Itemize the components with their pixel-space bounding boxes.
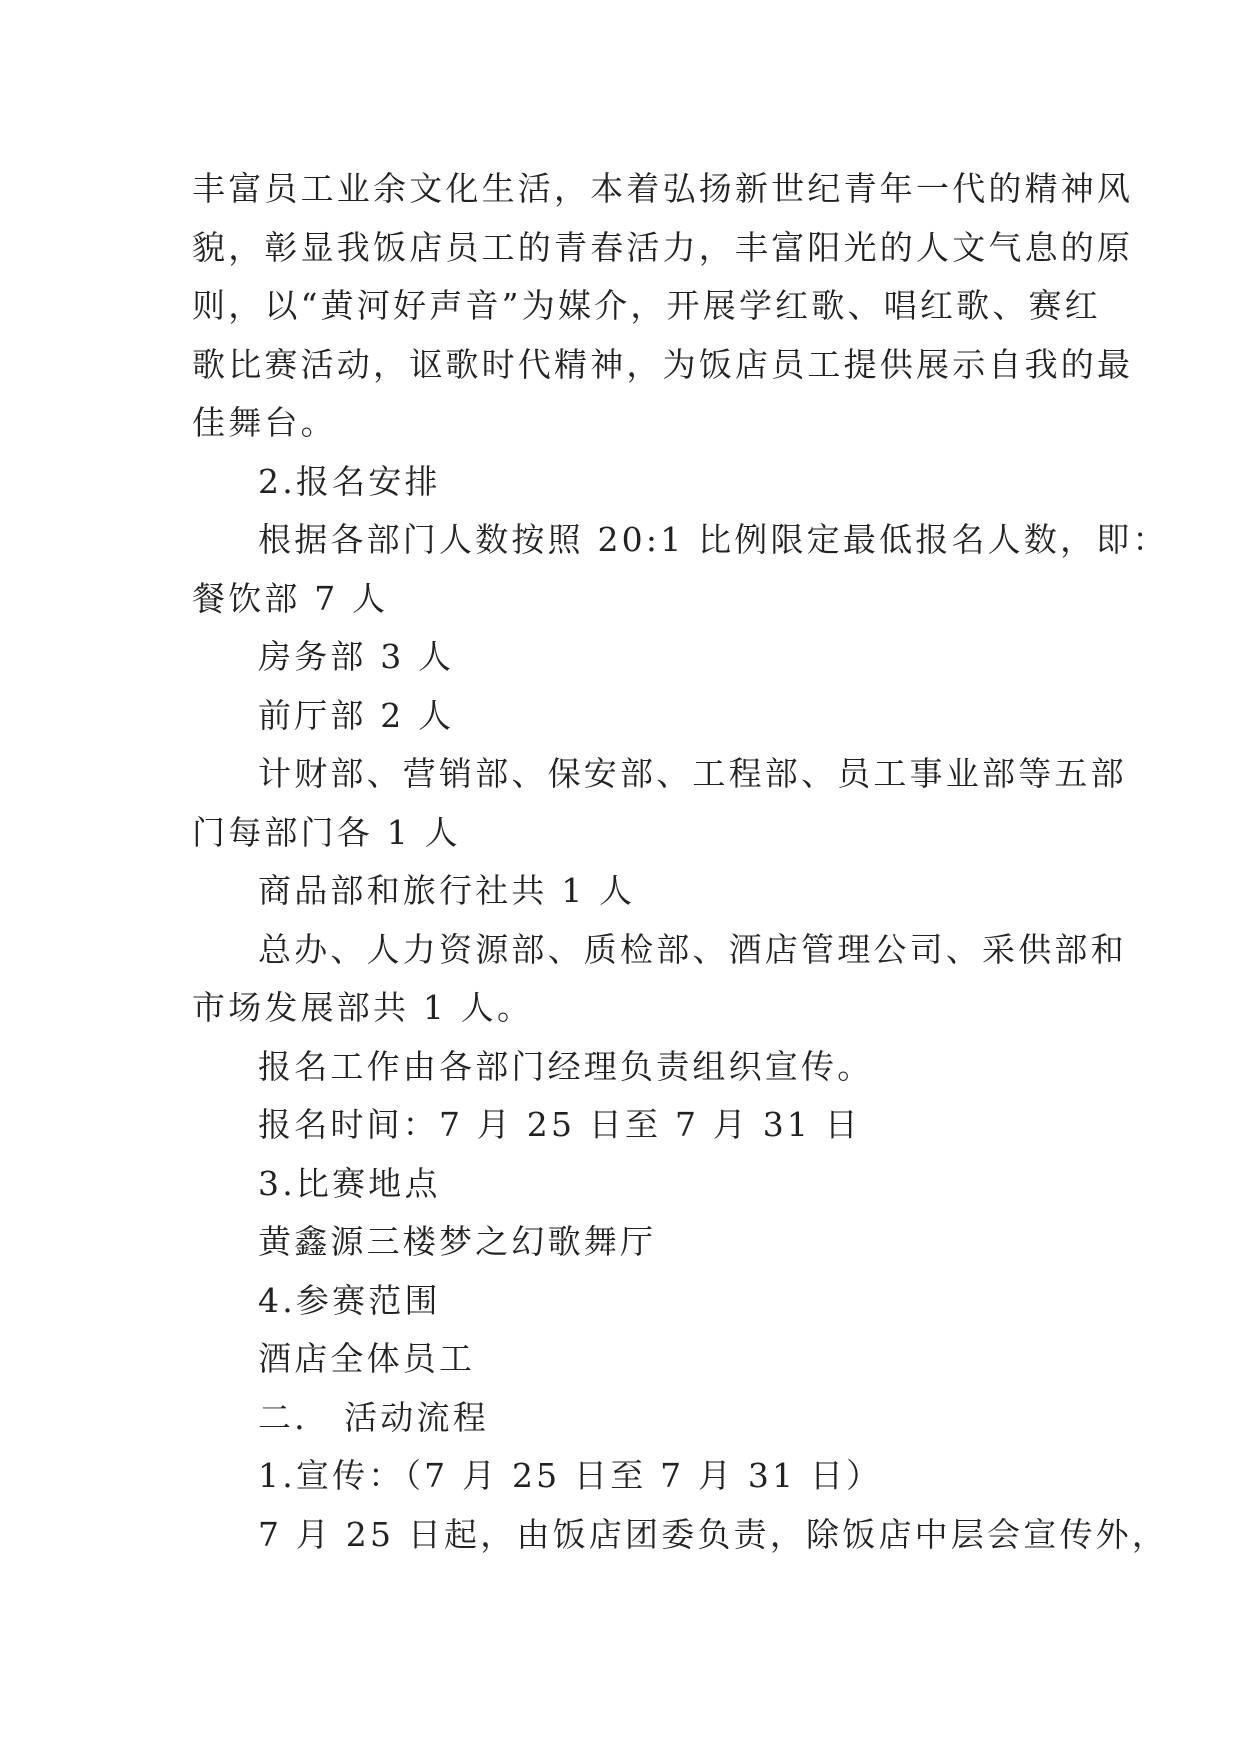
chapter-heading: 二． 活动流程	[258, 1397, 489, 1437]
paragraph-line: 总办、人力资源部、质检部、酒店管理公司、采供部和	[258, 929, 1127, 969]
paragraph-line: 前厅部 2 人	[258, 695, 455, 735]
paragraph-line: 根据各部门人数按照 20:1 比例限定最低报名人数，即：	[258, 520, 1169, 559]
section-heading: 2.报名安排	[258, 461, 441, 501]
document-body	[192, 160, 1169, 1564]
paragraph-line: 门每部门各 1 人	[192, 812, 461, 852]
section-heading: 3.比赛地点	[258, 1163, 441, 1203]
paragraph-line: 报名工作由各部门经理负责组织宣传。	[258, 1046, 874, 1086]
paragraph-line: 貌，彰显我饭店员工的青春活力，丰富阳光的人文气息的原	[192, 227, 1134, 267]
paragraph-line: 报名时间：7 月 25 日至 7 月 31 日	[258, 1105, 862, 1144]
paragraph-line: 则，以“黄河好声音”为媒介，开展学红歌、唱红歌、赛红	[192, 286, 1101, 325]
paragraph-line: 市场发展部共 1 人。	[192, 988, 534, 1027]
paragraph-line: 佳舞台。	[192, 403, 337, 442]
paragraph-line: 歌比赛活动，讴歌时代精神，为饭店员工提供展示自我的最	[192, 344, 1134, 384]
paragraph-line: 丰富员工业余文化生活，本着弘扬新世纪青年一代的精神风	[192, 169, 1134, 208]
paragraph-line: 商品部和旅行社共 1 人	[258, 871, 636, 910]
paragraph-line: 黄鑫源三楼梦之幻歌舞厅	[258, 1222, 657, 1261]
section-heading: 1.宣传：（7 月 25 日至 7 月 31 日）	[258, 1456, 883, 1495]
paragraph-line: 酒店全体员工	[258, 1339, 476, 1378]
paragraph-line: 餐饮部 7 人	[192, 578, 389, 618]
paragraph-line: 7 月 25 日起，由饭店团委负责，除饭店中层会宣传外，	[258, 1514, 1169, 1554]
section-heading: 4.参赛范围	[258, 1280, 441, 1320]
paragraph-line: 房务部 3 人	[258, 637, 455, 676]
paragraph-line: 计财部、营销部、保安部、工程部、员工事业部等五部	[258, 754, 1127, 793]
